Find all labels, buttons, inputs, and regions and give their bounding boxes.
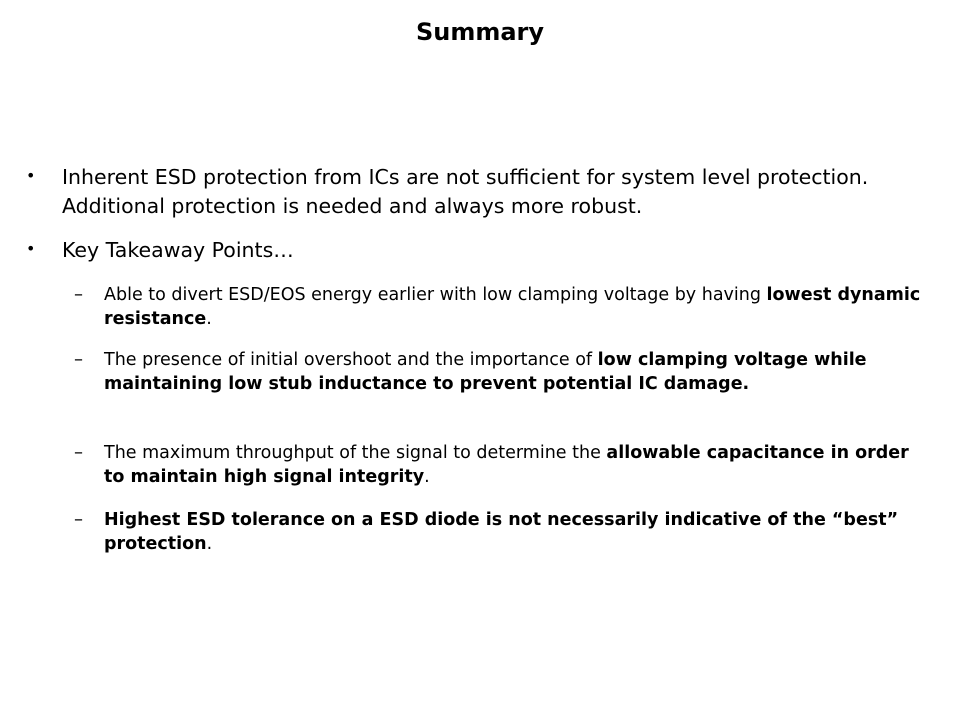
sub-bullet-text-part: The maximum throughput of the signal to determine the xyxy=(104,443,607,463)
sub-bullet-marker: – xyxy=(74,442,83,463)
bullet-marker: • xyxy=(26,166,36,185)
sub-bullet-text-part: Able to divert ESD/EOS energy earlier with low clamping voltage by having xyxy=(104,285,767,305)
bullet-marker: • xyxy=(26,239,36,258)
sub-bullet-text-part: . xyxy=(424,467,430,487)
sub-bullet-text-part: The presence of initial overshoot and the importance of xyxy=(104,350,598,370)
sub-bullet-text-bold: allowable capacitance in order to maintain high signal integrity xyxy=(104,443,909,487)
sub-bullet-text xyxy=(104,441,934,489)
bullet-text: Inherent ESD protection from ICs are not sufficient for system level protection. Additional protection is needed and always more robust. xyxy=(62,165,869,218)
sub-bullet-text-bold: lowest dynamic resistance xyxy=(104,285,921,329)
sub-bullet-text-part: . xyxy=(206,534,213,554)
bullet-text: Key Takeaway Points… xyxy=(62,238,294,262)
sub-bullet-marker: – xyxy=(74,284,83,305)
sub-bullet-marker: – xyxy=(74,349,83,370)
sub-bullet-text xyxy=(104,348,934,396)
slide-title: Summary xyxy=(415,18,545,46)
sub-bullet-text-bold: Highest ESD tolerance on a ESD diode is not necessarily indicative of the “best” protection xyxy=(104,510,899,554)
sub-bullet-text xyxy=(104,283,934,331)
sub-bullet-text xyxy=(104,508,934,556)
sub-bullet-text-part: . xyxy=(206,309,212,329)
sub-bullet-marker: – xyxy=(74,509,83,530)
sub-bullet-text-bold: low clamping voltage while maintaining low stub inductance to prevent potential IC damage. xyxy=(104,350,867,394)
